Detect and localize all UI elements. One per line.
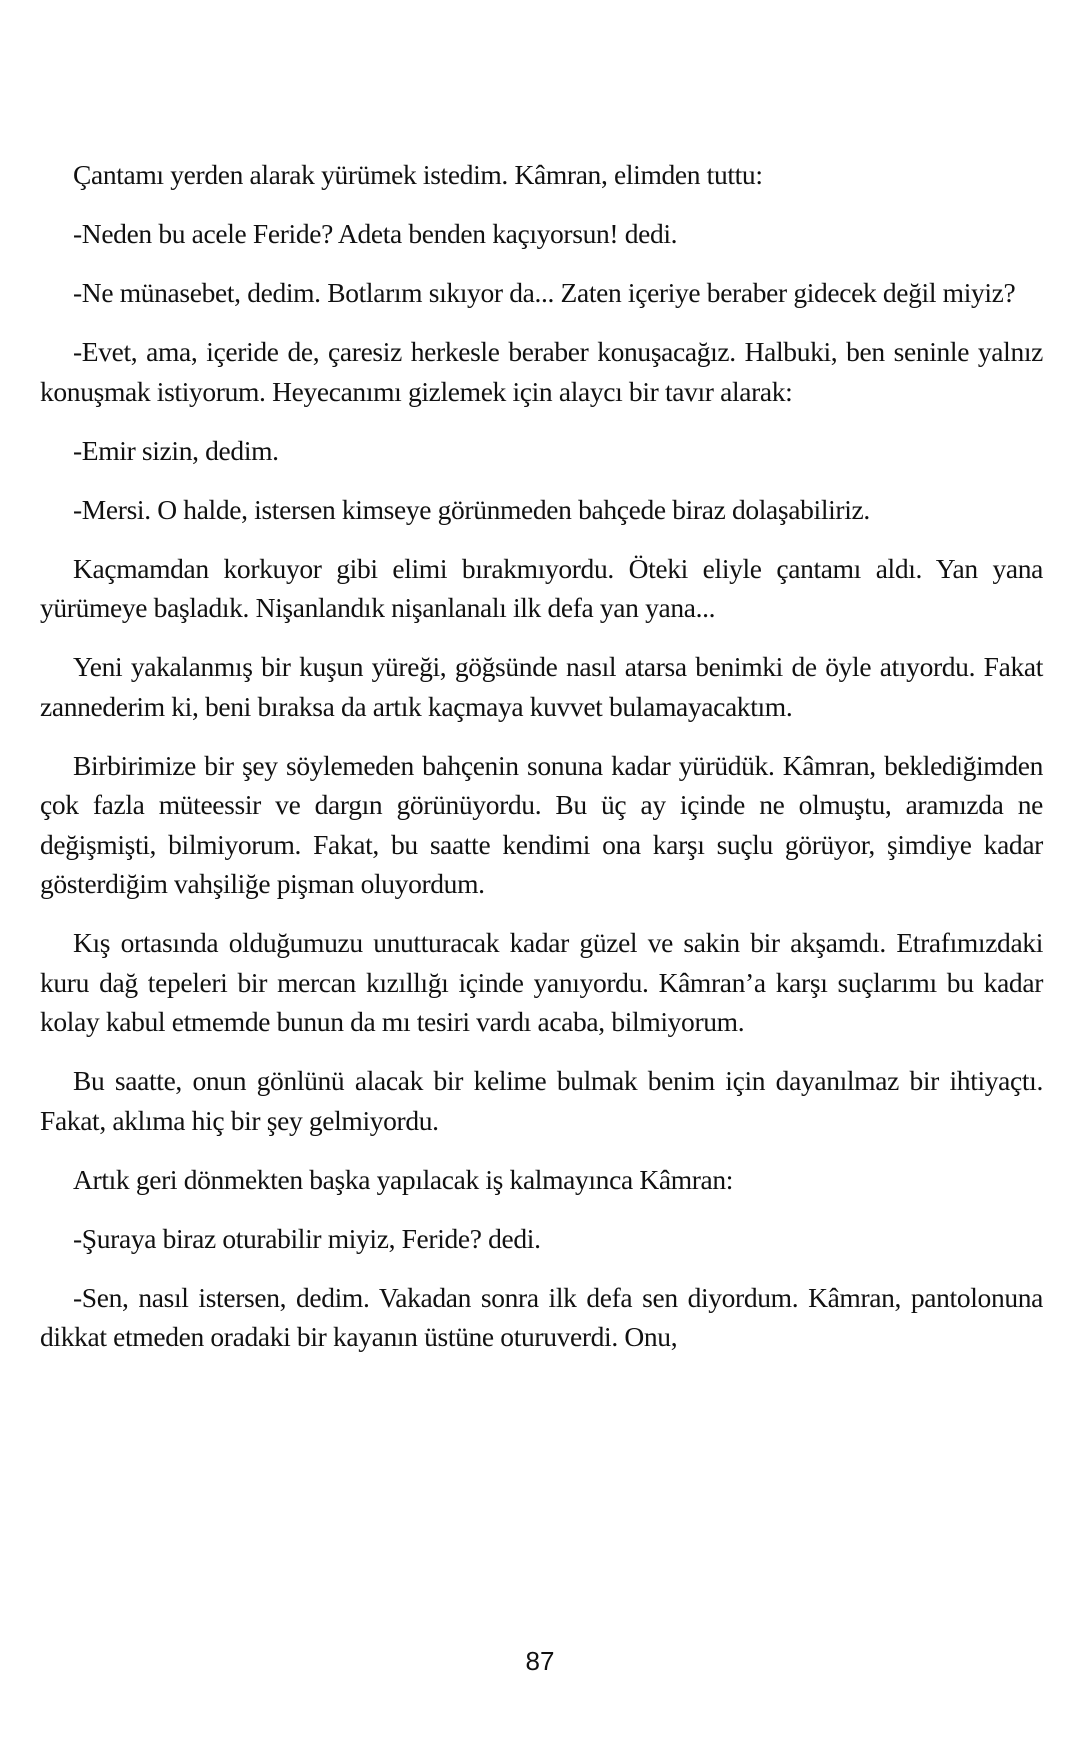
paragraph: Kaçmamdan korkuyor gibi elimi bırakmıyordu. Öteki eliyle çantamı aldı. Yan yana yürümeye başladık. Nişanlandık nişanlanalı ilk defa yan yana...: [40, 552, 1043, 623]
paragraph: -Şuraya biraz oturabilir miyiz, Feride? dedi.: [73, 1222, 541, 1254]
paragraph: -Mersi. O halde, istersen kimseye görünmeden bahçede biraz dolaşabiliriz.: [73, 493, 870, 525]
paragraph: -Evet, ama, içeride de, çaresiz herkesle beraber konuşacağız. Halbuki, ben seninle yalnız konuşmak istiyorum. Heyecanımı gizlemek için alaycı bir tavır alarak:: [40, 336, 1043, 407]
paragraph: Bu saatte, onun gönlünü alacak bir kelime bulmak benim için dayanılmaz bir ihtiyaçtı. Fakat, aklıma hiç bir şey gelmiyordu.: [40, 1065, 1043, 1136]
paragraph: Yeni yakalanmış bir kuşun yüreği, göğsünde nasıl atarsa benimki de öyle atıyordu. Fakat zannederim ki, beni bıraksa da artık kaçmaya kuvvet bulamayacaktım.: [40, 651, 1043, 722]
paragraph: Kış ortasında olduğumuzu unutturacak kadar güzel ve sakin bir akşamdı. Etrafımızdaki kuru dağ tepeleri bir mercan kızıllığı içinde yanıyordu. Kâmran’a karşı suçlarımı bu kadar kolay kabul etmemde bunun da mı tesiri vardı acaba, bilmiyorum.: [40, 927, 1043, 1037]
page-number: 87: [525, 1646, 555, 1676]
paragraph: -Neden bu acele Feride? Adeta benden kaçıyorsun! dedi.: [73, 218, 678, 249]
paragraph: -Sen, nasıl istersen, dedim. Vakadan sonra ilk defa sen diyordum. Kâmran, pantolonuna dikkat etmeden oradaki bir kayanın üstüne oturuverdi. Onu,: [40, 1281, 1043, 1352]
paragraph: Artık geri dönmekten başka yapılacak iş kalmayınca Kâmran:: [73, 1163, 734, 1195]
page-body: [40, 155, 1043, 1376]
paragraph: -Emir sizin, dedim.: [73, 434, 279, 466]
paragraph: -Ne münasebet, dedim. Botlarım sıkıyor da... Zaten içeriye beraber gidecek değil miyiz?: [73, 277, 1016, 308]
paragraph: Birbirimize bir şey söylemeden bahçenin sonuna kadar yürüdük. Kâmran, beklediğimden çok fazla müteessir ve dargın görünüyordu. Bu üç ay içinde ne olmuştu, aramızda ne değişmişti, bilmiyorum. Fakat, bu saatte kendimi ona karşı suçlu görüyor, şimdiye kadar gösterdiğim vahşiliğe pişman oluyordum.: [40, 749, 1043, 899]
paragraph: Çantamı yerden alarak yürümek istedim. Kâmran, elimden tuttu:: [73, 159, 763, 190]
